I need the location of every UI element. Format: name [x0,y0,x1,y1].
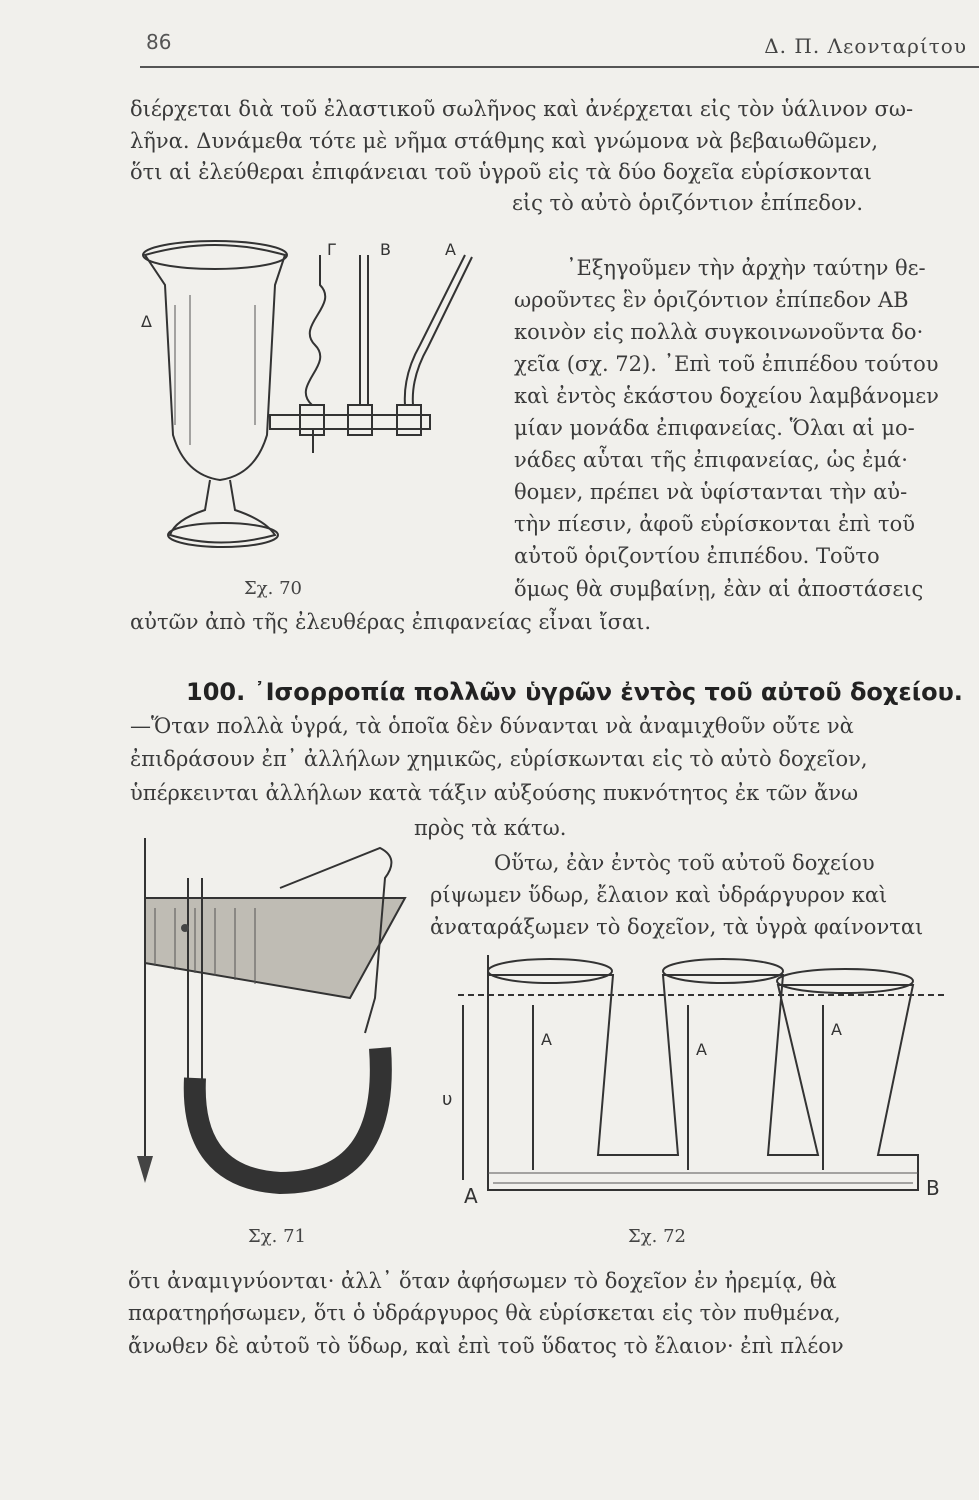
figure-70-label: Β [380,240,391,259]
text-line: εἰς τὸ αὐτὸ ὁριζόντιον ἐπίπεδον. [512,191,864,215]
figure-72-vessels [438,945,958,1215]
text-line: καὶ ἐντὸς ἑκάστου δοχείου λαμβάνομεν [514,384,939,408]
text-line: χεῖα (σχ. 72). ᾿Επὶ τοῦ ἐπιπέδου τούτου [514,352,939,376]
text-line: —Ὅταν πολλὰ ὑγρά, τὰ ὁποῖα δὲν δύνανται νὰ ἀναμιχθοῦν οὔτε νὰ [130,714,854,738]
text-line: αὐτοῦ ὁριζοντίου ἐπιπέδου. Τοῦτο [514,544,880,568]
figure-70-label: Γ [327,240,336,259]
figure-72-label: Α [696,1040,707,1059]
figure-70-label: Δ [141,312,152,331]
text-line: λῆνα. Δυνάμεθα τότε μὲ νῆμα στάθμης καὶ γνώμονα νὰ βεβαιωθῶμεν, [130,129,879,153]
text-line: νάδες αὗται τῆς ἐπιφανείας, ὡς ἐμά· [514,448,908,472]
section-number: 100. [186,678,246,706]
page-number: 86 [146,30,172,54]
figure-72-label: υ [442,1089,453,1110]
text-line: ᾿Εξηγοῦμεν τὴν ἀρχὴν ταύτην θε- [566,256,926,280]
text-line: θομεν, πρέπει νὰ ὑφίστανται τὴν αὐ- [514,480,908,504]
text-line: ἄνωθεν δὲ αὐτοῦ τὸ ὕδωρ, καὶ ἐπὶ τοῦ ὕδατος τὸ ἔλαιον· ἐπὶ πλέον [128,1334,844,1358]
text-line: ὅμως θὰ συμβαίνῃ, ἐὰν αἱ ἀποστάσεις [514,577,924,601]
text-line: ὅτι ἀναμιγνύονται· ἀλλ᾿ ὅταν ἀφήσωμεν τὸ δοχεῖον ἐν ἠρεμίᾳ, θὰ [128,1269,837,1293]
text-line: ὑπέρκεινται ἀλλήλων κατὰ τάξιν αὐξούσης πυκνότητος ἐκ τῶν ἄνω [130,781,859,805]
text-line: ὅτι αἱ ἐλεύθεραι ἐπιφάνειαι τοῦ ὑγροῦ εἰς τὰ δύο δοχεῖα εὑρίσκονται [130,160,872,184]
section-title: ᾿Ισορροπία πολλῶν ὑγρῶν ἐντὸς τοῦ αὐτοῦ δοχείου. [253,678,963,706]
text-line: αὐτῶν ἀπὸ τῆς ἐλευθέρας ἐπιφανείας εἶναι ἴσαι. [130,610,652,634]
text-line: ἐπιδράσουν ἐπ᾿ ἀλλήλων χημικῶς, εὑρίσκωνται εἰς τὸ αὐτὸ δοχεῖον, [130,747,868,771]
figure-72-label: Α [464,1184,478,1208]
section-heading [186,678,963,706]
text-line: διέρχεται διὰ τοῦ ἐλαστικοῦ σωλῆνος καὶ ἀνέρχεται εἰς τὸν ὑάλινον σω- [130,97,914,121]
text-line: ἀναταράξωμεν τὸ δοχεῖον, τὰ ὑγρὰ φαίνονται [430,915,924,939]
figure-70-label: Α [445,240,456,259]
figure-71-caption: Σχ. 71 [248,1226,306,1247]
text-line: παρατηρήσωμεν, ὅτι ὁ ὑδράργυρος θὰ εὑρίσκεται εἰς τὸν πυθμένα, [128,1301,841,1325]
text-line: τὴν πίεσιν, ἀφοῦ εὑρίσκονται ἐπὶ τοῦ [514,512,916,536]
figure-72-label: Α [831,1020,842,1039]
header-rule [140,66,979,68]
running-title: Δ. Π. Λεονταρίτου [764,34,967,58]
text-line: Οὕτω, ἐὰν ἐντὸς τοῦ αὐτοῦ δοχείου [494,851,875,875]
text-line: κοινὸν εἰς πολλὰ συγκοινωνοῦντα δο· [514,320,924,344]
text-line: ωροῦντες ἓν ὁριζόντιον ἐπίπεδον ΑΒ [514,288,909,312]
figure-72-caption: Σχ. 72 [628,1226,686,1247]
text-line: μίαν μονάδα ἐπιφανείας. Ὅλαι αἱ μο- [514,416,915,440]
figure-70-caption: Σχ. 70 [244,578,302,599]
text-line: ρίψωμεν ὕδωρ, ἔλαιον καὶ ὑδράργυρον καὶ [430,883,888,907]
text-line: πρὸς τὰ κάτω. [414,816,567,840]
figure-71-siphon [130,838,420,1198]
figure-72-label: Β [926,1176,940,1200]
figure-72-label: Α [541,1030,552,1049]
figure-70-vessel [135,225,495,575]
